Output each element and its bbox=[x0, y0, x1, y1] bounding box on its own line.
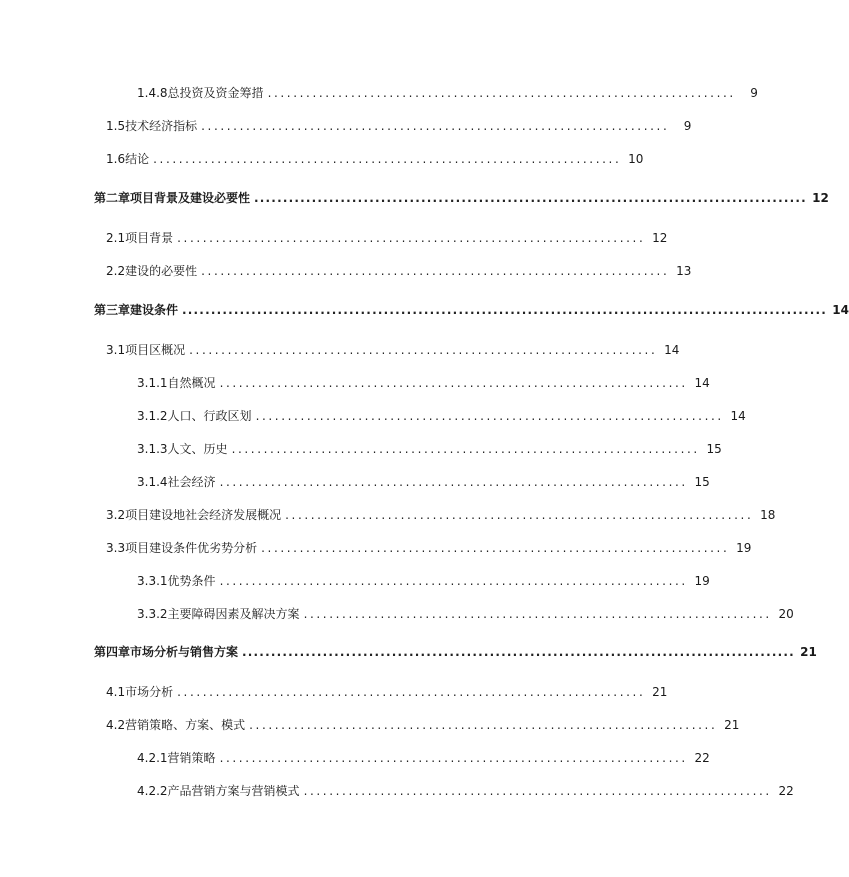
toc-entry-number: 3.3.2 bbox=[137, 607, 168, 621]
toc-entry[interactable] bbox=[106, 685, 668, 699]
toc-entry[interactable] bbox=[106, 508, 776, 522]
dot-leader: ......................................................................... bbox=[219, 475, 688, 489]
toc-entry-number: 4.1 bbox=[106, 685, 126, 699]
dot-leader: ................................................................................................ bbox=[254, 191, 807, 205]
toc-entry-number: 4.2 bbox=[106, 718, 126, 732]
toc-entry-title: 营销策略 bbox=[167, 751, 216, 765]
toc-entry-title: 技术经济指标 bbox=[125, 119, 198, 133]
toc-entry[interactable] bbox=[137, 86, 758, 100]
toc-entry-title: 项目建设条件优劣势分析 bbox=[125, 541, 258, 555]
toc-entry-number: 2.2 bbox=[106, 264, 126, 278]
dot-leader: ......................................................................... bbox=[177, 231, 646, 245]
dot-leader: ......................................................................... bbox=[261, 541, 730, 555]
dot-leader: ......................................................................... bbox=[201, 119, 670, 133]
dot-leader: ................................................................................................ bbox=[242, 645, 795, 659]
toc-entry-number: 1.6 bbox=[106, 152, 126, 166]
toc-entry-number: 3.1.3 bbox=[137, 442, 168, 456]
toc-entry-title: 项目建设地社会经济发展概况 bbox=[125, 508, 282, 522]
toc-entry-page: 20 bbox=[778, 607, 794, 621]
toc-entry-title: 社会经济 bbox=[167, 475, 216, 489]
toc-entry-page: 14 bbox=[694, 376, 710, 390]
toc-entry-title: 主要障碍因素及解决方案 bbox=[167, 607, 300, 621]
toc-entry-page: 15 bbox=[694, 475, 710, 489]
toc-entry-title: 优势条件 bbox=[167, 574, 216, 588]
toc-entry-page: 10 bbox=[628, 152, 644, 166]
toc-chapter-entry[interactable] bbox=[94, 645, 817, 659]
toc-entry-number: 3.3.1 bbox=[137, 574, 168, 588]
toc-entry[interactable] bbox=[106, 541, 752, 555]
toc-entry-number: 4.2.1 bbox=[137, 751, 168, 765]
toc-entry[interactable] bbox=[106, 119, 692, 133]
toc-entry-page: 9 bbox=[750, 86, 758, 100]
toc-chapter-title: 建设条件 bbox=[130, 303, 179, 317]
dot-leader: ......................................................................... bbox=[219, 376, 688, 390]
toc-entry[interactable] bbox=[137, 784, 794, 798]
toc-chapter-number: 第四章 bbox=[94, 645, 131, 659]
toc-entry-title: 人口、行政区划 bbox=[167, 409, 252, 423]
toc-entry-page: 21 bbox=[724, 718, 740, 732]
toc-chapter-title: 市场分析与销售方案 bbox=[130, 645, 239, 659]
toc-entry-page: 9 bbox=[683, 119, 692, 133]
toc-chapter-page: 21 bbox=[800, 645, 817, 659]
toc-entry-number: 2.1 bbox=[106, 231, 126, 245]
toc-entry-page: 19 bbox=[694, 574, 710, 588]
dot-leader: ......................................................................... bbox=[285, 508, 754, 522]
dot-leader: ......................................................................... bbox=[303, 607, 772, 621]
toc-entry-number: 3.1.2 bbox=[137, 409, 168, 423]
toc-entry-number: 3.1.1 bbox=[137, 376, 168, 390]
toc-entry-page: 21 bbox=[652, 685, 668, 699]
toc-entry-number: 1.5 bbox=[106, 119, 126, 133]
toc-chapter-number: 第二章 bbox=[94, 191, 131, 205]
dot-leader: ................................................................................................................ bbox=[182, 303, 827, 317]
toc-entry-number: 4.2.2 bbox=[137, 784, 168, 798]
toc-entry[interactable] bbox=[137, 475, 710, 489]
toc-entry[interactable] bbox=[106, 264, 692, 278]
toc-entry[interactable] bbox=[106, 343, 680, 357]
toc-entry-number: 3.3 bbox=[106, 541, 126, 555]
dot-leader: ......................................................................... bbox=[201, 264, 670, 278]
toc-entry[interactable] bbox=[137, 409, 746, 423]
dot-leader: ......................................................................... bbox=[219, 751, 688, 765]
toc-entry-page: 12 bbox=[652, 231, 668, 245]
toc-chapter-page: 12 bbox=[812, 191, 829, 205]
toc-entry-title: 建设的必要性 bbox=[125, 264, 198, 278]
toc-entry-title: 产品营销方案与营销模式 bbox=[167, 784, 300, 798]
toc-entry-number: 3.1.4 bbox=[137, 475, 168, 489]
dot-leader: ......................................................................... bbox=[303, 784, 772, 798]
toc-chapter-number: 第三章 bbox=[94, 303, 131, 317]
toc-entry[interactable] bbox=[106, 231, 668, 245]
toc-entry-page: 14 bbox=[730, 409, 746, 423]
toc-entry-page: 14 bbox=[664, 343, 680, 357]
toc-entry-title: 项目区概况 bbox=[125, 343, 186, 357]
dot-leader: ......................................................................... bbox=[219, 574, 688, 588]
toc-entry[interactable] bbox=[137, 442, 722, 456]
toc-entry-page: 22 bbox=[778, 784, 794, 798]
toc-entry-title: 市场分析 bbox=[125, 685, 174, 699]
toc-entry-number: 3.2 bbox=[106, 508, 126, 522]
toc-entry[interactable] bbox=[137, 751, 710, 765]
dot-leader: ......................................................................... bbox=[255, 409, 724, 423]
toc-entry-page: 15 bbox=[706, 442, 722, 456]
toc-entry-title: 营销策略、方案、模式 bbox=[125, 718, 246, 732]
dot-leader: ......................................................................... bbox=[189, 343, 658, 357]
toc-chapter-entry[interactable] bbox=[94, 303, 849, 317]
toc-entry-title: 人文、历史 bbox=[167, 442, 228, 456]
dot-leader: ......................................................................... bbox=[267, 86, 736, 100]
toc-entry[interactable] bbox=[137, 376, 710, 390]
toc-entry[interactable] bbox=[137, 574, 710, 588]
toc-chapter-entry[interactable] bbox=[94, 191, 829, 205]
dot-leader: ......................................................................... bbox=[153, 152, 622, 166]
toc-chapter-page: 14 bbox=[832, 303, 849, 317]
toc-entry[interactable] bbox=[106, 152, 644, 166]
toc-entry-title: 自然概况 bbox=[167, 376, 216, 390]
dot-leader: ......................................................................... bbox=[177, 685, 646, 699]
toc-entry-page: 13 bbox=[676, 264, 692, 278]
toc-chapter-title: 项目背景及建设必要性 bbox=[130, 191, 251, 205]
toc-entry-number: 3.1 bbox=[106, 343, 126, 357]
dot-leader: ......................................................................... bbox=[249, 718, 718, 732]
toc-entry[interactable] bbox=[137, 607, 794, 621]
toc-entry-title: 结论 bbox=[125, 152, 150, 166]
toc-entry-title: 项目背景 bbox=[125, 231, 174, 245]
dot-leader: ......................................................................... bbox=[231, 442, 700, 456]
toc-entry-title: 总投资及资金筹措 bbox=[167, 86, 264, 100]
toc-entry-number: 1.4.8 bbox=[137, 86, 168, 100]
toc-entry-page: 18 bbox=[760, 508, 776, 522]
toc-entry-page: 22 bbox=[694, 751, 710, 765]
toc-entry[interactable] bbox=[106, 718, 740, 732]
toc-entry-page: 19 bbox=[736, 541, 752, 555]
